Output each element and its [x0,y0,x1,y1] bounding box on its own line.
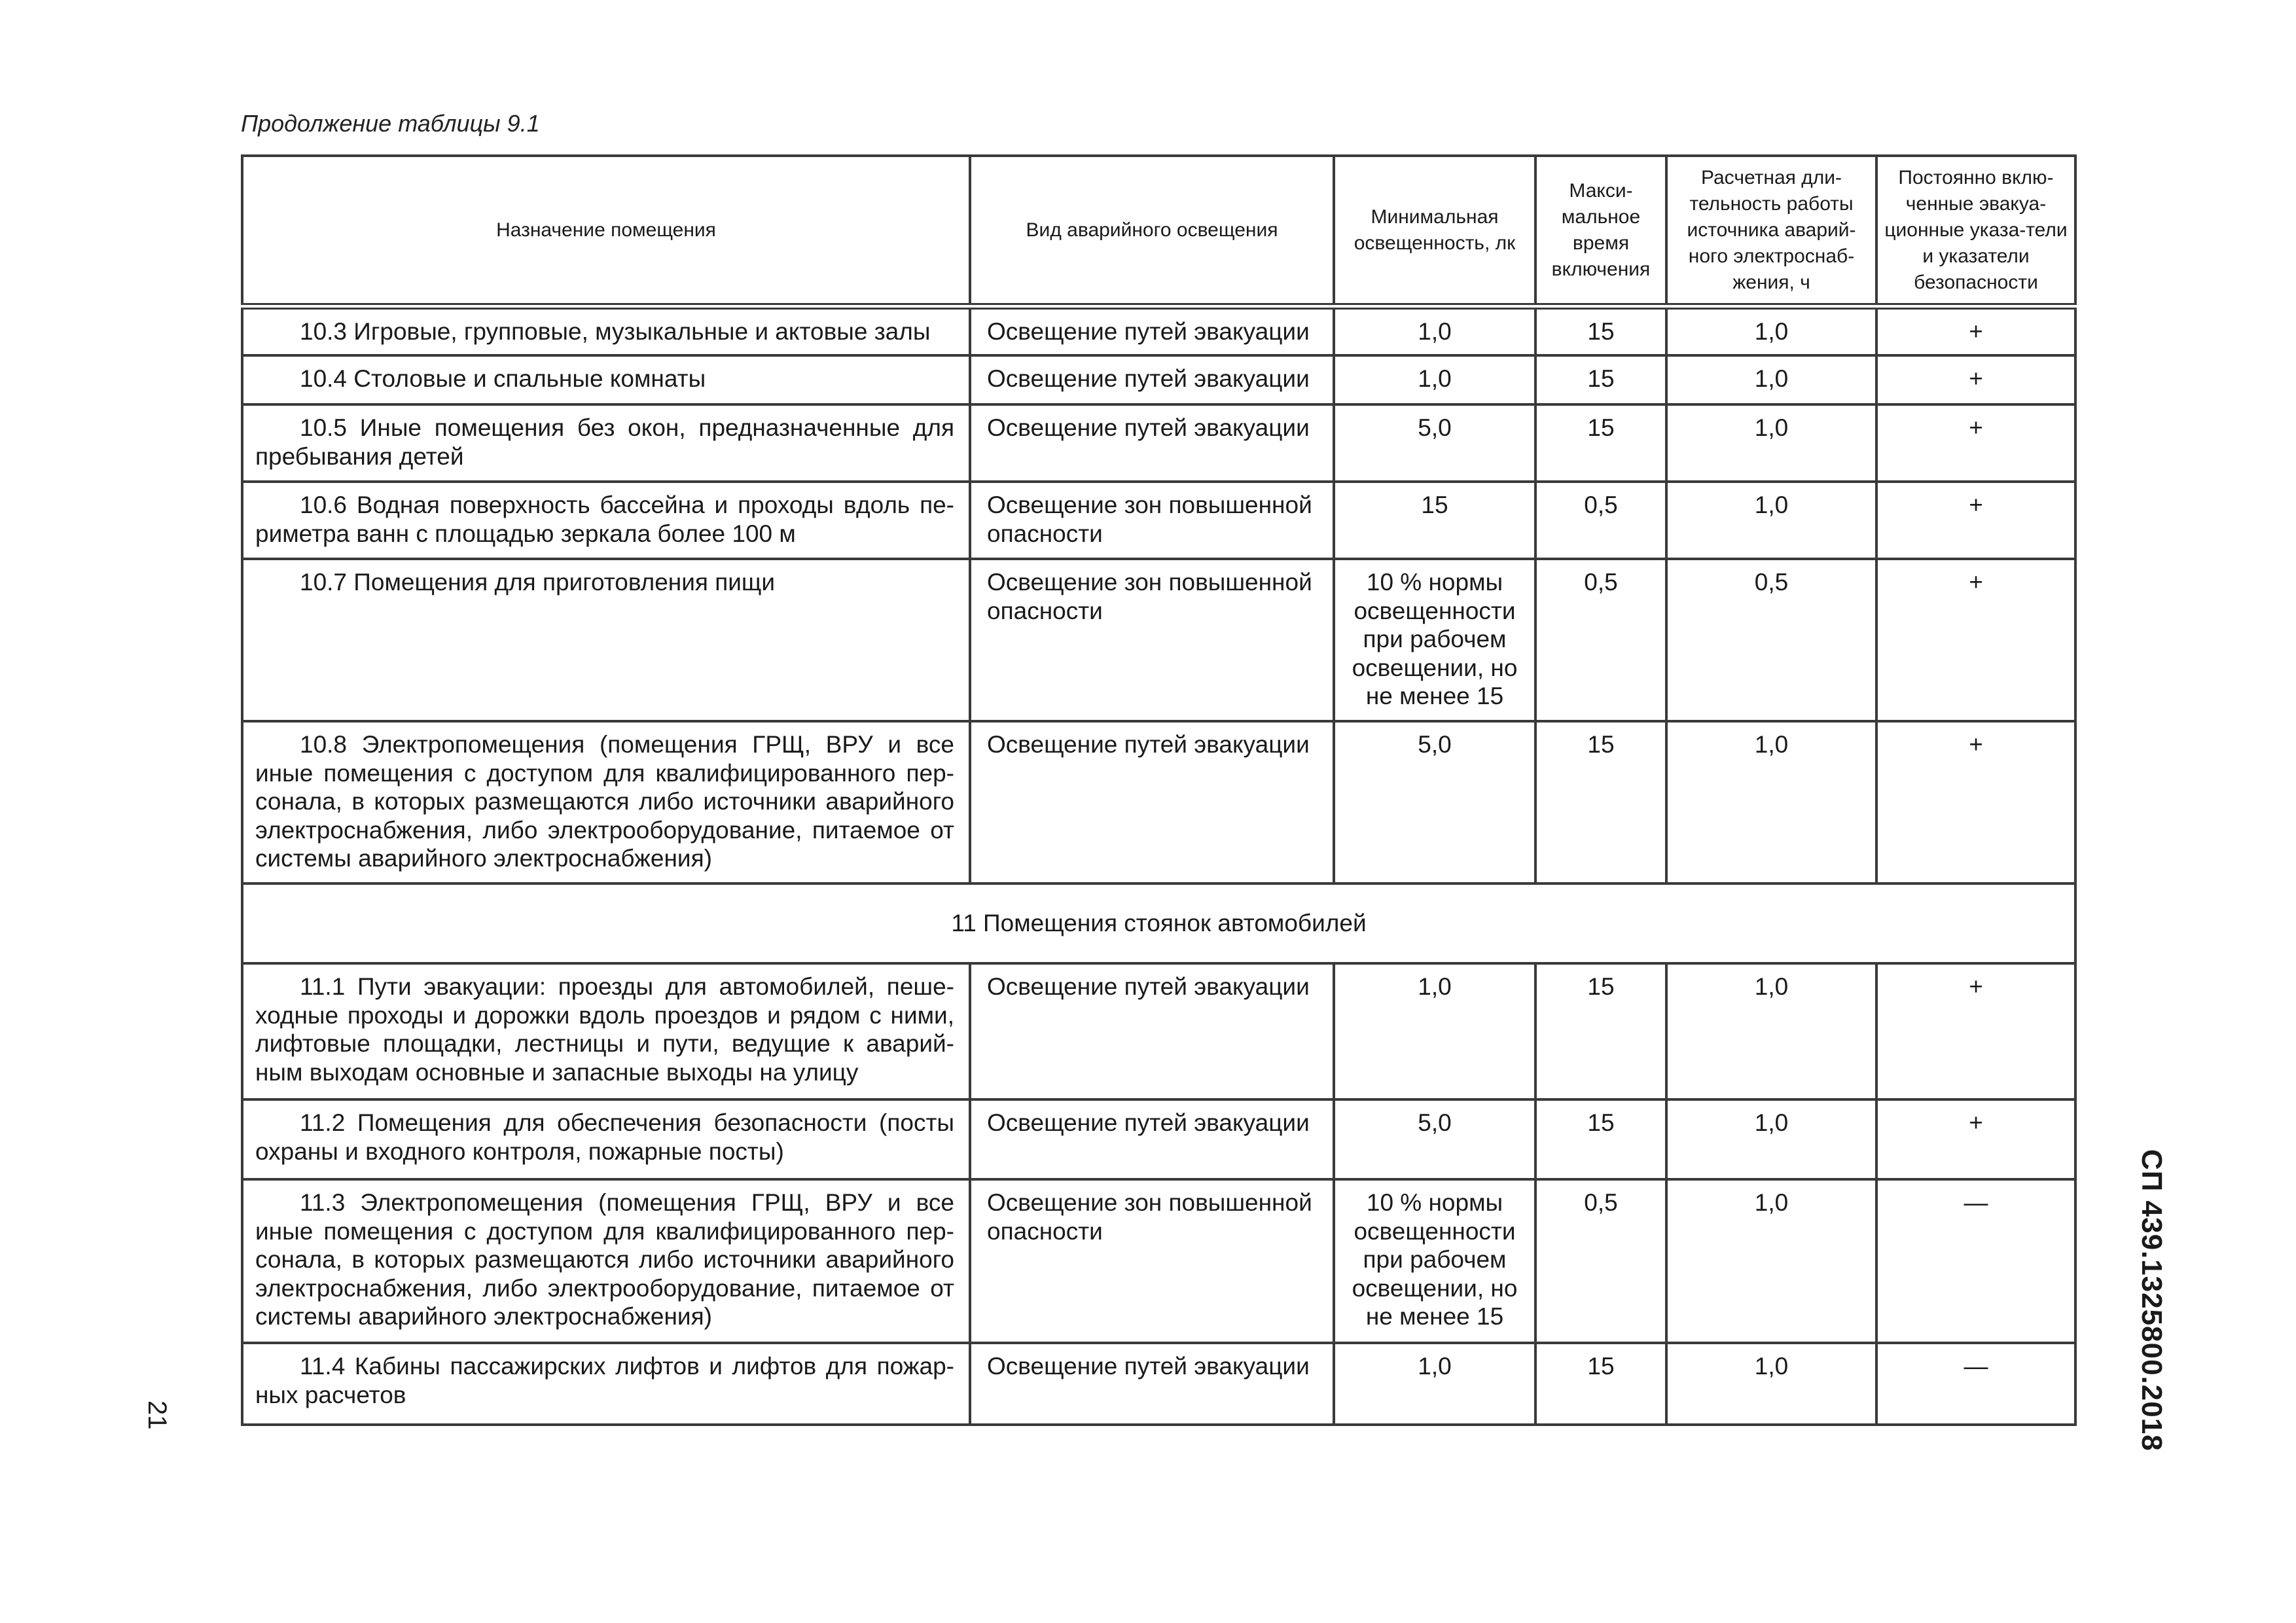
row-number: 10.7 [300,569,348,596]
cell-purpose [242,963,970,1099]
table-row [242,963,2075,1099]
table-row [242,482,2075,559]
cell-purpose [242,559,970,721]
row-number: 11.3 [300,1189,346,1216]
table-row [242,355,2075,404]
cell-min-lux: 1,0 [1334,1343,1535,1425]
cell-purpose [242,355,970,404]
cell-purpose [242,721,970,883]
header-max-time: Макси-мальное время включения [1535,156,1666,306]
cell-kind: Освещение путей эвакуации [970,355,1334,404]
row-name: Пути эвакуации: проезды для автомобилей, пеше-ходные проходы и дорожки вдоль проездов и рядом с ними, лифтовые площадки, лестницы и пути, ведущие к аварий-ным выходам основные и запасные выходы на улицу [255,973,954,1086]
lighting-table [241,154,2077,1426]
table-row [242,404,2075,482]
row-name: Иные помещения без окон, предназначенные для пребывания детей [255,414,955,470]
document-code: СП 439.1325800.2018 [2136,1149,2168,1452]
row-number: 11.4 [300,1353,346,1380]
header-kind: Вид аварийного освещения [970,156,1334,306]
cell-signs: + [1876,482,2075,559]
cell-min-lux: 5,0 [1334,721,1535,883]
cell-min-lux: 1,0 [1334,963,1535,1099]
table-row [242,721,2075,883]
cell-duration: 1,0 [1666,1179,1876,1343]
cell-duration: 1,0 [1666,963,1876,1099]
row-name: Электропомещения (помещения ГРЩ, ВРУ и все иные помещения с доступом для квалифицированного пер-сонала, в которых размещаются либо источники аварийного электроснабжения, либо электрооборудование, питаемое от системы аварийного электроснабжения) [255,731,955,872]
row-name: Столовые и спальные комнаты [353,365,706,392]
row-name: Помещения для приготовления пищи [353,569,776,596]
row-name: Игровые, групповые, музыкальные и актовые залы [353,318,931,345]
row-number: 10.4 [300,365,348,392]
cell-kind: Освещение зон повышенной опасности [970,559,1334,721]
table-row [242,559,2075,721]
cell-signs: — [1876,1179,2075,1343]
cell-signs: + [1876,559,2075,721]
table-row [242,1179,2075,1343]
cell-duration: 0,5 [1666,559,1876,721]
row-number: 11.2 [300,1109,346,1136]
header-signs: Постоянно вклю-ченные эвакуа-ционные указа-тели и указатели безопасности [1876,156,2075,306]
cell-max-time: 0,5 [1535,1179,1666,1343]
cell-kind: Освещение путей эвакуации [970,721,1334,883]
cell-min-lux: 5,0 [1334,404,1535,482]
header-purpose: Назначение помещения [242,156,970,306]
table-row [242,1099,2075,1179]
row-name: Водная поверхность бассейна и проходы вдоль пе-риметра ванн с площадью зеркала более 100 м [255,491,955,547]
cell-duration: 1,0 [1666,482,1876,559]
cell-min-lux: 1,0 [1334,306,1535,355]
cell-kind: Освещение путей эвакуации [970,404,1334,482]
cell-min-lux: 1,0 [1334,355,1535,404]
table-row [242,306,2075,355]
cell-signs: + [1876,1099,2075,1179]
cell-max-time: 15 [1535,1099,1666,1179]
cell-max-time: 0,5 [1535,482,1666,559]
cell-max-time: 15 [1535,306,1666,355]
row-number: 10.6 [300,491,348,518]
cell-purpose [242,306,970,355]
cell-kind: Освещение путей эвакуации [970,963,1334,1099]
cell-min-lux: 15 [1334,482,1535,559]
cell-kind: Освещение путей эвакуации [970,1343,1334,1425]
cell-duration: 1,0 [1666,404,1876,482]
cell-duration: 1,0 [1666,1099,1876,1179]
row-number: 10.3 [300,318,348,345]
row-number: 10.8 [300,731,348,758]
cell-purpose [242,1343,970,1425]
cell-min-lux: 10 % нормы освещенности при рабочем освещении, но не менее 15 [1334,559,1535,721]
page-number: 21 [143,1400,171,1430]
cell-max-time: 15 [1535,963,1666,1099]
row-name: Электропомещения (помещения ГРЩ, ВРУ и все иные помещения с доступом для квалифицированного пер-сонала, в которых размещаются либо источники аварийного электроснабжения, либо электрооборудование, питаемое от системы аварийного электроснабжения) [255,1189,954,1330]
cell-kind: Освещение путей эвакуации [970,306,1334,355]
row-name: Помещения для обеспечения безопасности (посты охраны и входного контроля, пожарные посты) [255,1109,954,1165]
cell-duration: 1,0 [1666,721,1876,883]
cell-signs: + [1876,963,2075,1099]
cell-duration: 1,0 [1666,306,1876,355]
section-row [242,883,2075,963]
cell-min-lux: 5,0 [1334,1099,1535,1179]
header-duration: Расчетная дли-тельность работы источника аварий-ного электроснаб-жения, ч [1666,156,1876,306]
cell-kind: Освещение зон повышенной опасности [970,482,1334,559]
cell-max-time: 15 [1535,404,1666,482]
header-min-lux: Минимальная освещенность, лк [1334,156,1535,306]
table-row [242,1343,2075,1425]
cell-purpose [242,404,970,482]
row-number: 10.5 [300,414,348,441]
cell-signs: + [1876,355,2075,404]
cell-purpose [242,1179,970,1343]
cell-duration: 1,0 [1666,355,1876,404]
cell-signs: + [1876,306,2075,355]
table-header [242,156,2075,306]
cell-signs: — [1876,1343,2075,1425]
row-name: Кабины пассажирских лифтов и лифтов для пожар-ных расчетов [255,1353,954,1408]
cell-min-lux: 10 % нормы освещенности при рабочем освещении, но не менее 15 [1334,1179,1535,1343]
cell-max-time: 15 [1535,355,1666,404]
cell-purpose [242,482,970,559]
cell-purpose [242,1099,970,1179]
row-number: 11.1 [300,973,346,1000]
cell-max-time: 15 [1535,721,1666,883]
table-caption: Продолжение таблицы 9.1 [241,110,540,137]
cell-duration: 1,0 [1666,1343,1876,1425]
cell-kind: Освещение путей эвакуации [970,1099,1334,1179]
cell-kind: Освещение зон повышенной опасности [970,1179,1334,1343]
cell-signs: + [1876,404,2075,482]
section-title: 11 Помещения стоянок автомобилей [242,883,2075,963]
cell-signs: + [1876,721,2075,883]
cell-max-time: 0,5 [1535,559,1666,721]
cell-max-time: 15 [1535,1343,1666,1425]
